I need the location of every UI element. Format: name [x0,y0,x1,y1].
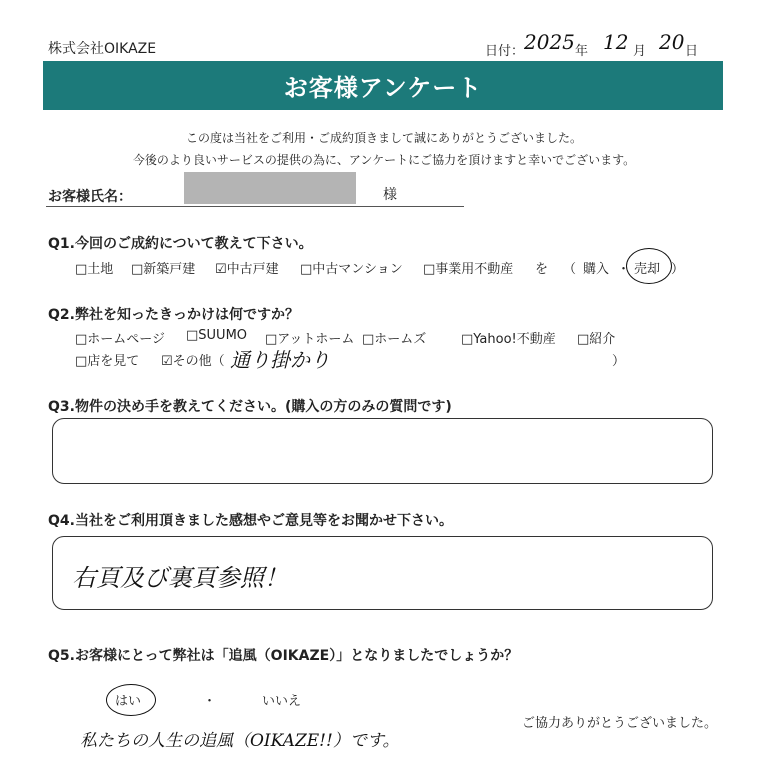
q5-dot: ・ [203,694,217,709]
q2-other-close: ） [612,354,626,369]
q1-option-used-condo[interactable]: □中古マンション [300,262,403,277]
q4-answer: 右頁及び裏頁参照！ [72,564,288,592]
date-month: 12 [603,30,629,54]
closing-message: ご協力ありがとうございました。 [522,716,718,731]
q1-paren-open: （ [563,262,577,277]
q5-answer: 私たちの人生の追風（OIKAZE!!）です。 [80,731,400,751]
q1-option-commercial[interactable]: □事業用不動産 [423,262,514,277]
customer-name-label: お客様氏名： [48,189,132,205]
date-day: 20 [659,30,685,54]
q2-option-other[interactable]: ☑その他（ [161,354,225,369]
q1-buy-option[interactable]: 購入 [583,262,610,277]
q1-dot: ・ [617,262,631,277]
q5-yes-option[interactable]: はい [115,694,142,709]
date-month-unit: 月 [633,44,647,59]
date-day-unit: 日 [685,44,699,59]
date-year-unit: 年 [575,44,589,59]
customer-name-underline [46,206,464,207]
date-year: 2025 [524,30,575,54]
q1-wo: を [535,262,549,277]
survey-title: お客様アンケート [43,61,723,110]
date-label: 日付： [485,44,525,59]
q2-option-suumo[interactable]: □SUUMO [186,328,248,343]
customer-name-redaction [184,172,356,204]
question-5: Q5.お客様にとって弊社は「追風（OIKAZE）」となりましたでしょうか？ [48,648,519,664]
q2-option-yahoo[interactable]: □Yahoo!不動産 [461,332,556,347]
intro-line-1: この度は当社をご利用・ご成約頂きまして誠にありがとうございました。 [185,131,582,145]
q2-other-answer: 通り掛かり [230,348,330,372]
question-1: Q1.今回のご成約について教えて下さい。 [48,236,313,252]
q5-no-option[interactable]: いいえ [262,694,302,709]
intro-line-2: 今後のより良いサービスの提供の為に、アンケートにご協力を頂けますと幸いでございます。 [132,153,636,167]
question-4: Q4.当社をご利用頂きました感想やご意見等をお聞かせ下さい。 [48,513,453,529]
q2-option-store[interactable]: □店を見て [75,354,140,369]
customer-name-suffix: 様 [383,187,397,203]
q1-paren-close: ） [671,262,685,277]
question-3: Q3.物件の決め手を教えてください。(購入の方のみの質問です) [48,399,452,415]
q2-option-referral[interactable]: □紹介 [577,332,616,347]
q3-answer-box[interactable] [52,418,713,484]
q2-option-athome[interactable]: □アットホーム [265,332,355,347]
q2-option-homes[interactable]: □ホームズ [362,332,427,347]
q1-option-used-house[interactable]: ☑中古戸建 [215,262,279,277]
q1-option-land[interactable]: □土地 [75,262,114,277]
q1-sell-option[interactable]: 売却 [634,262,661,277]
q2-option-homepage[interactable]: □ホームページ [75,332,166,347]
company-name: 株式会社OIKAZE [48,41,157,57]
q1-option-new-house[interactable]: □新築戸建 [131,262,196,277]
question-2: Q2.弊社を知ったきっかけは何ですか？ [48,307,299,323]
